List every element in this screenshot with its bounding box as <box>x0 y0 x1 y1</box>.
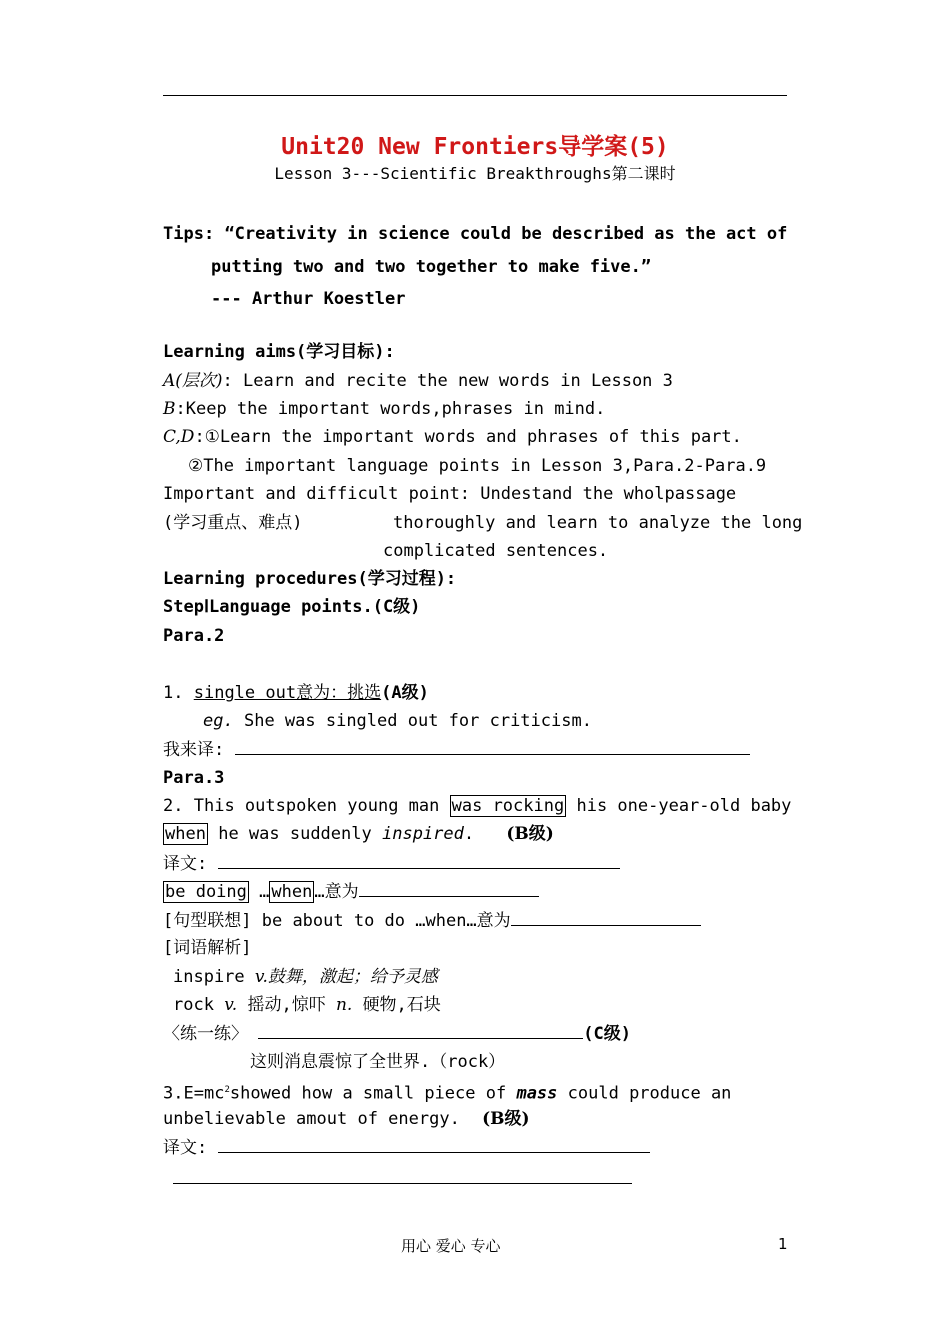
pattern-ellipsis: … <box>259 882 270 902</box>
item-3-translate <box>163 1137 650 1158</box>
item-3-mass: mass <box>516 1083 558 1104</box>
rock-cn-2: 硬物,石块 <box>362 995 441 1015</box>
header-rule <box>163 95 787 96</box>
important-line-1 <box>163 484 736 504</box>
tips-author: --- Arthur Koestler <box>211 289 406 309</box>
pattern-line <box>163 881 539 902</box>
item-1-example <box>203 711 592 731</box>
tips-quote-2: putting two and two together to make five.” <box>211 257 652 277</box>
analysis-label: [词语解析] <box>163 938 252 958</box>
aim-b <box>163 399 605 419</box>
practice-sentence: 这则消息震惊了全世界.（rock） <box>250 1052 506 1072</box>
item-3-level: (B级) <box>482 1109 530 1129</box>
aim-cd <box>163 427 742 447</box>
practice-line <box>163 1023 631 1044</box>
item-3-superscript: 2 <box>224 1085 230 1095</box>
rock-cn-1: 摇动,惊吓 <box>247 995 326 1015</box>
item-2-answer-blank[interactable] <box>218 853 620 869</box>
page-subtitle: Lesson 3---Scientific Breakthroughs第二课时 <box>274 164 676 183</box>
item-2-line-1 <box>163 796 791 816</box>
item-3-formula: E=mc <box>183 1083 225 1104</box>
item-1-level: (A级) <box>381 683 429 703</box>
item-2-mid: he was suddenly <box>218 824 372 844</box>
assoc-label: [句型联想] <box>163 911 252 931</box>
page-number: 1 <box>778 1235 788 1253</box>
assoc-answer-blank[interactable] <box>511 910 701 926</box>
aim-a-label: A(层次) <box>163 371 223 391</box>
para3-heading: Para.3 <box>163 768 225 788</box>
practice-level: (C级) <box>583 1024 631 1044</box>
practice-label: 〈练一练〉 <box>163 1024 248 1044</box>
procedures-heading: Learning procedures(学习过程): <box>163 569 457 589</box>
item-2-translate-label: 译文: <box>163 854 208 874</box>
item-2-period: . <box>463 824 475 844</box>
item-3-line-1 <box>163 1080 731 1104</box>
item-1-number: 1. <box>163 683 184 703</box>
item-2-number: 2. <box>163 796 184 816</box>
item-2-inspired: inspired <box>381 824 464 844</box>
assoc-line <box>163 910 701 931</box>
aim-b-label: B <box>163 399 176 419</box>
item-1-translate-label: 我来译: <box>163 740 225 760</box>
item-1-phrase: single out意为：挑选 <box>193 683 382 703</box>
aim-cd-text: :①Learn the important words and phrases of this part. <box>194 427 742 447</box>
tips-label: Tips: <box>163 224 215 244</box>
item-1-answer-blank[interactable] <box>235 739 750 755</box>
important-text-1: Undestand the wholpassage <box>480 484 737 504</box>
aims-heading: Learning aims(学习目标): <box>163 342 395 362</box>
inspire-pos: v. <box>254 967 268 987</box>
pattern-tail: …意为 <box>314 882 359 902</box>
item-3-answer-blank-1[interactable] <box>218 1137 650 1153</box>
important-text-2: thoroughly and learn to analyze the long <box>393 513 803 533</box>
rock-word: rock <box>173 995 214 1015</box>
item-2-post: his one-year-old baby <box>576 796 792 816</box>
item-3-translate-label: 译文: <box>163 1138 208 1158</box>
aim-b-text: :Keep the important words,phrases in mind. <box>175 399 606 419</box>
pattern-boxed-be-doing: be doing <box>165 882 247 902</box>
item-2-level: (B级) <box>506 824 554 844</box>
page-title: Unit20 New Frontiers导学案(5) <box>281 134 669 160</box>
item-2-line-2 <box>163 824 554 844</box>
item-3-line-2 <box>163 1109 530 1129</box>
footer-motto: 用心 爱心 专心 <box>401 1237 501 1255</box>
tips-quote-1: “Creativity in science could be described as the act of <box>224 224 788 244</box>
item-1-translate <box>163 739 750 760</box>
aim-cd-label: C,D <box>163 427 195 447</box>
item-2-pre: This outspoken young man <box>193 796 440 816</box>
tips-line-1 <box>163 224 787 244</box>
important-cn: (学习重点、难点) <box>163 513 303 533</box>
important-label: Important and difficult point: <box>163 484 471 504</box>
item-3-text-3: unbelievable amout of energy. <box>163 1109 460 1129</box>
aim-a-text: : Learn and recite the new words in Lesson 3 <box>222 371 673 391</box>
rock-entry <box>173 995 441 1015</box>
item-3-number: 3. <box>163 1083 184 1104</box>
pattern-answer-blank[interactable] <box>359 881 539 897</box>
rock-pos-1: v. <box>224 995 238 1015</box>
item-2-boxed-when: when <box>165 824 206 844</box>
pattern-boxed-when: when <box>271 882 313 902</box>
item-3-text-1: showed how a small piece of <box>229 1083 507 1104</box>
item-3-answer-blank-2[interactable] <box>173 1183 632 1184</box>
item-1-eg-text: She was singled out for criticism. <box>243 711 592 731</box>
aim-cd-text-2: ②The important language points in Lesson 3,Para.2-Para.9 <box>188 456 767 476</box>
item-2-boxed-verb: was rocking <box>451 796 565 816</box>
item-2-translate <box>163 853 620 874</box>
step-heading: StepⅠLanguage points.(C级) <box>163 597 421 617</box>
item-1 <box>163 683 429 703</box>
practice-answer-blank[interactable] <box>258 1023 583 1039</box>
para2-heading: Para.2 <box>163 626 225 646</box>
inspire-word: inspire <box>173 967 245 987</box>
inspire-cn: 鼓舞，激起；给予灵感 <box>267 967 438 987</box>
rock-pos-2: n. <box>335 995 353 1015</box>
important-text-3: complicated sentences. <box>383 541 609 561</box>
assoc-text: be about to do …when…意为 <box>261 911 511 931</box>
item-1-eg-label: eg. <box>203 711 234 731</box>
item-3-text-2: could produce an <box>567 1083 732 1104</box>
inspire-entry <box>173 967 438 987</box>
aim-a <box>163 371 673 391</box>
